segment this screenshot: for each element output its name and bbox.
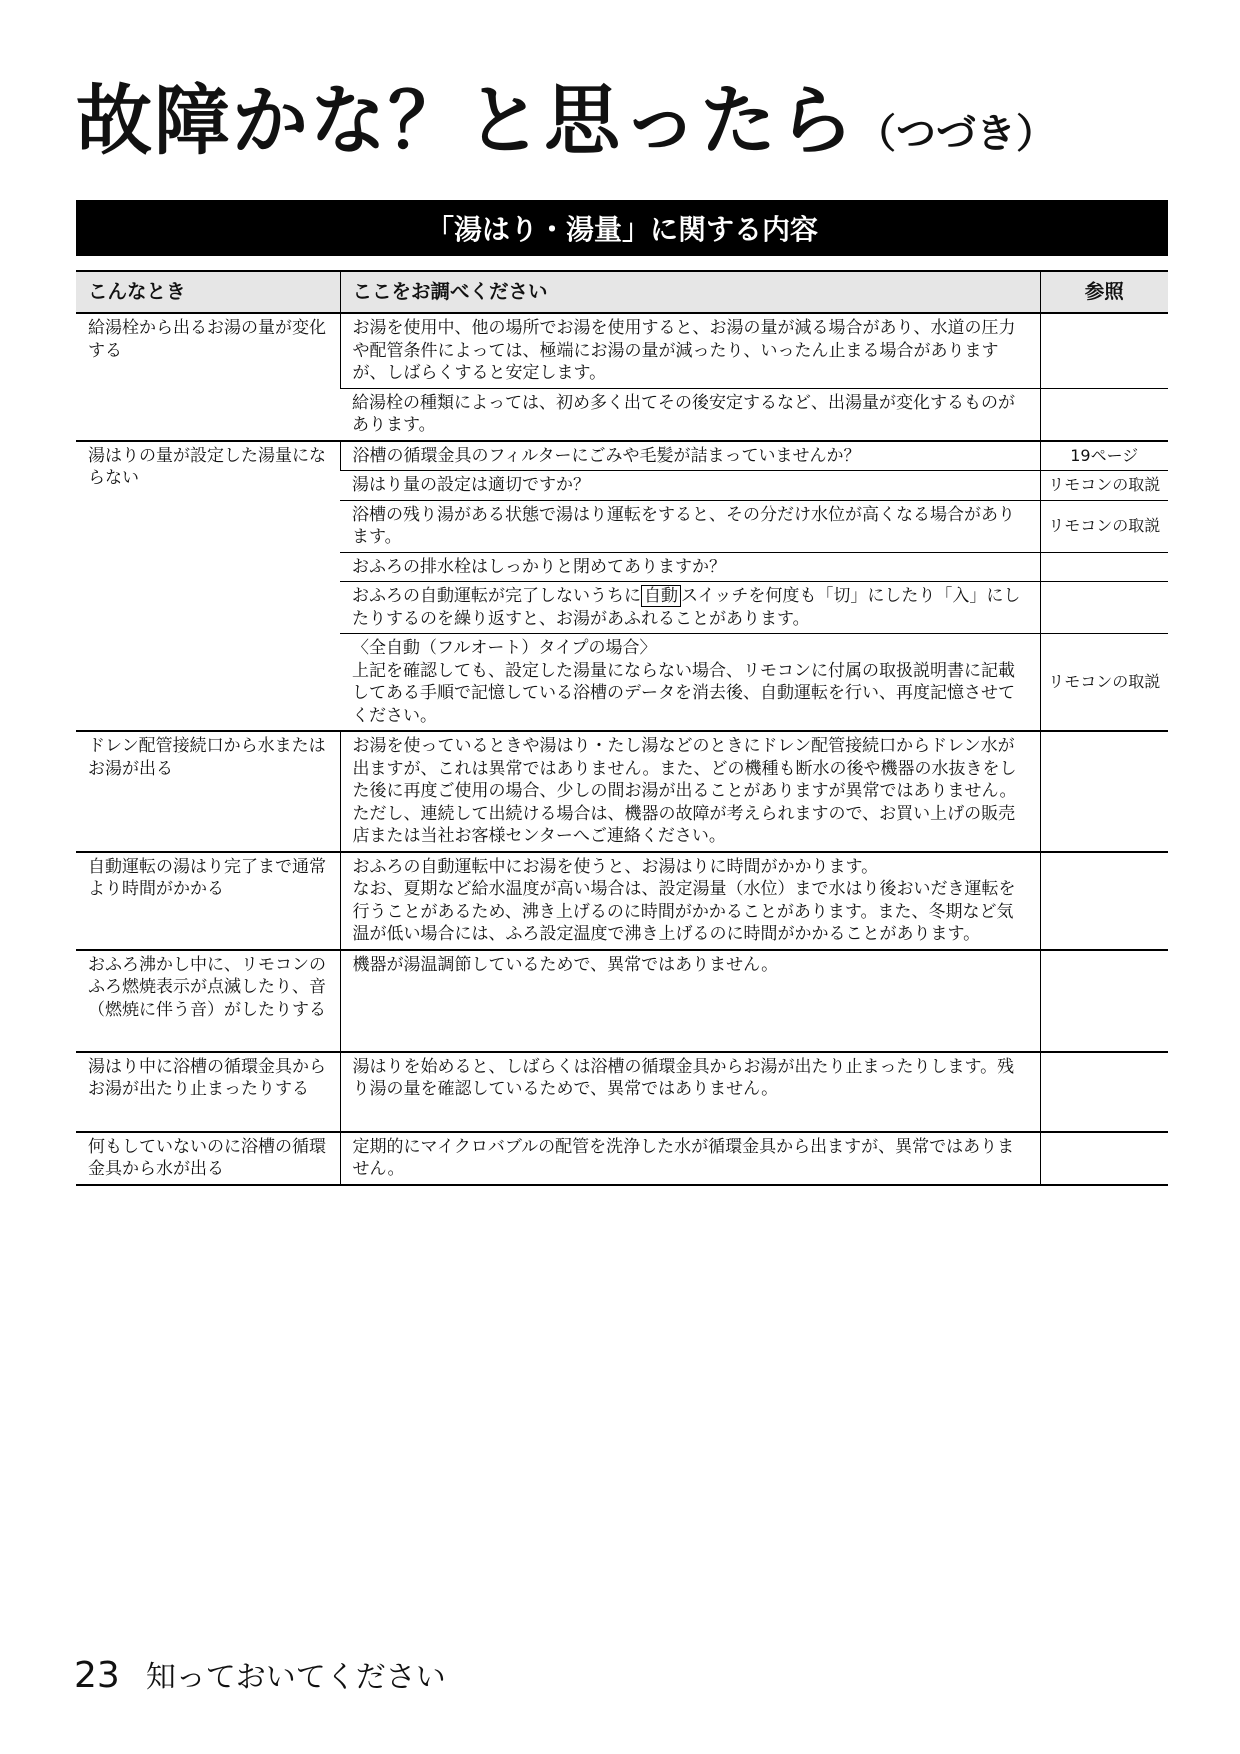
check-text: 上記を確認しても、設定した湯量にならない場合、リモコンに付属の取扱説明書に記載してある手順で記憶している浴槽のデータを消去後、自動運転を行い、再度記憶させてください。	[352, 660, 1015, 726]
table-row	[76, 950, 1168, 1052]
table-group	[76, 441, 1168, 732]
reference-cell	[1040, 582, 1168, 634]
header-reference: 参照	[1040, 271, 1168, 313]
footer-section-label: 知っておいてください	[145, 1660, 446, 1695]
auto-switch-label: 自動	[641, 585, 681, 607]
troubleshooting-table	[76, 270, 1168, 1186]
case-cell: 給湯栓から出るお湯の量が変化する	[76, 313, 340, 441]
check-cell: 定期的にマイクロバブルの配管を洗浄した水が循環金具から出ますが、異常ではありません。	[340, 1132, 1040, 1185]
reference-cell	[1040, 313, 1168, 388]
case-cell: 自動運転の湯はり完了まで通常より時間がかかる	[76, 852, 340, 950]
check-cell: お湯を使っているときや湯はり・たし湯などのときにドレン配管接続口からドレン水が出ますが、これは異常ではありません。また、どの機種も断水の後や機器の水抜きをした後に再度ご使用の場合、少しの間お湯が出ることがありますが異常ではありません。ただし、連続して出続ける場合は、機器の故障が考えられますので、お買い上げの販売店または当社お客様センターへご連絡ください。	[340, 731, 1040, 852]
page-footer	[74, 1652, 446, 1696]
table-header-row	[76, 271, 1168, 313]
table-row	[76, 1052, 1168, 1132]
reference-cell	[1040, 1052, 1168, 1132]
check-text: おふろの自動運転が完了しないうちに	[352, 586, 641, 606]
check-cell	[340, 852, 1040, 950]
check-cell: 機器が湯温調節しているためで、異常ではありません。	[340, 950, 1040, 1052]
header-case: こんなとき	[76, 271, 340, 313]
table-row	[76, 441, 1168, 471]
header-check: ここをお調べください	[340, 271, 1040, 313]
table-group	[76, 950, 1168, 1052]
page-title	[76, 76, 1056, 179]
reference-cell	[1040, 1132, 1168, 1185]
case-cell: ドレン配管接続口から水またはお湯が出る	[76, 731, 340, 852]
check-cell: 湯はりを始めると、しばらくは浴槽の循環金具からお湯が出たり止まったりします。残り湯の量を確認しているためで、異常ではありません。	[340, 1052, 1040, 1132]
reference-cell	[1040, 852, 1168, 950]
case-cell: 何もしていないのに浴槽の循環金具から水が出る	[76, 1132, 340, 1185]
section-banner: 「湯はり・湯量」に関する内容	[76, 200, 1168, 256]
table-group	[76, 1132, 1168, 1185]
table-row	[76, 313, 1168, 388]
table-group	[76, 1052, 1168, 1132]
case-cell: おふろ沸かし中に、リモコンのふろ燃焼表示が点滅したり、音（燃焼に伴う音）がしたりする	[76, 950, 340, 1052]
reference-cell	[1040, 731, 1168, 852]
table-row	[76, 852, 1168, 950]
case-cell: 湯はり中に浴槽の循環金具からお湯が出たり止まったりする	[76, 1052, 340, 1132]
reference-cell	[1040, 388, 1168, 441]
check-cell: 浴槽の循環金具のフィルターにごみや毛髪が詰まっていませんか？	[340, 441, 1040, 471]
check-cell: お湯を使用中、他の場所でお湯を使用すると、お湯の量が減る場合があり、水道の圧力や配管条件によっては、極端にお湯の量が減ったり、いったん止まる場合がありますが、しばらくすると安定します。	[340, 313, 1040, 388]
page-title-sub: （つづき）	[856, 111, 1056, 157]
check-cell: おふろの排水栓はしっかりと閉めてありますか？	[340, 552, 1040, 582]
case-cell: 湯はりの量が設定した湯量にならない	[76, 441, 340, 732]
check-text: なお、夏期など給水温度が高い場合は、設定湯量（水位）まで水はり後おいだき運転を行うことがあるため、沸き上げるのに時間がかかることがあります。また、冬期など気温が低い場合には、ふろ設定温度で沸き上げるのに時間がかかることがあります。	[352, 879, 1016, 944]
check-heading: 〈全自動（フルオート）タイプの場合〉	[352, 638, 657, 658]
check-cell: 給湯栓の種類によっては、初め多く出てその後安定するなど、出湯量が変化するものがあります。	[340, 388, 1040, 441]
check-heading: おふろの自動運転中にお湯を使うと、お湯はりに時間がかかります。	[352, 856, 879, 877]
page-number: 23	[74, 1655, 120, 1696]
reference-cell: リモコンの取説	[1040, 471, 1168, 501]
check-cell: 湯はり量の設定は適切ですか？	[340, 471, 1040, 501]
reference-cell: リモコンの取説	[1040, 634, 1168, 732]
table-row	[76, 731, 1168, 852]
check-cell	[340, 634, 1040, 732]
reference-cell: リモコンの取説	[1040, 500, 1168, 552]
table-row	[76, 1132, 1168, 1185]
check-cell	[340, 582, 1040, 634]
reference-cell: 19ページ	[1040, 441, 1168, 471]
reference-cell	[1040, 950, 1168, 1052]
page-title-main: 故障かな？と思ったら	[76, 76, 856, 165]
reference-cell	[1040, 552, 1168, 582]
table-group	[76, 852, 1168, 950]
table-group	[76, 313, 1168, 441]
check-text: スイッチを何度も「切」にしたり「入」にしたりするのを繰り返すと、お湯があふれることがあります。	[352, 586, 1021, 629]
table-group	[76, 731, 1168, 852]
check-cell: 浴槽の残り湯がある状態で湯はり運転をすると、その分だけ水位が高くなる場合があります。	[340, 500, 1040, 552]
